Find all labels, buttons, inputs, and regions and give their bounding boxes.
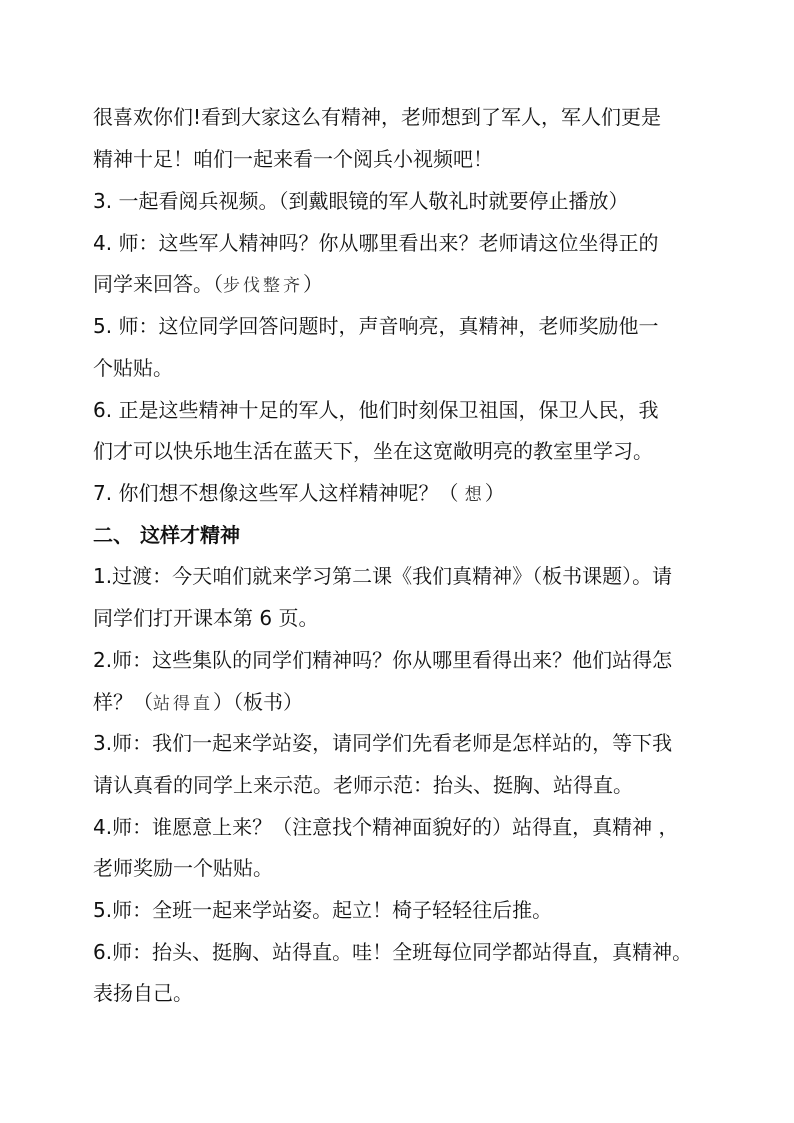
line-text: 5.师：全班一起来学站姿。起立！椅子轻轻往后推。 xyxy=(93,898,553,922)
line-text: ）（板书） xyxy=(213,690,303,714)
line-text: 3. 一起看阅兵视频。（到戴眼镜的军人敬礼时就要停止播放） xyxy=(93,189,629,213)
line-text: 1.过渡：今天咱们就来学习第二课《我们真精神》（板书课题）。请 xyxy=(93,564,673,588)
line-text: 精神十足！咱们一起来看一个阅兵小视频吧！ xyxy=(93,147,493,171)
text-line xyxy=(93,854,713,882)
line-text: 4. 师：这些军人精神吗？你从哪里看出来？老师请这位坐得正的 xyxy=(93,231,659,255)
text-line xyxy=(93,354,713,382)
text-line xyxy=(93,103,713,131)
line-text: 4.师：谁愿意上来？（注意找个精神面貌好的）站得直，真精神 ， xyxy=(93,815,679,839)
text-line xyxy=(93,145,713,173)
section-heading xyxy=(93,521,713,549)
text-line xyxy=(93,979,713,1007)
line-text: 3.师：我们一起来学站姿，请同学们先看老师是怎样站的，等下我 xyxy=(93,731,673,755)
line-text: ） xyxy=(484,481,505,505)
line-text: ） xyxy=(303,272,323,296)
handwritten-answer: 站得直 xyxy=(153,694,213,714)
line-text: 同学们打开课本第 6 页。 xyxy=(93,606,319,630)
text-line xyxy=(93,437,713,465)
handwritten-answer: 想 xyxy=(464,485,485,505)
text-line xyxy=(93,187,713,215)
line-text: 们才可以快乐地生活在蓝天下，坐在这宽敞明亮的教室里学习。 xyxy=(93,439,653,463)
line-text: 表扬自己。 xyxy=(93,981,193,1005)
text-line xyxy=(93,813,713,841)
text-line xyxy=(93,938,713,966)
text-line xyxy=(93,771,713,799)
line-text: 样？（ xyxy=(93,690,153,714)
text-line xyxy=(93,729,713,757)
line-text: 老师奖励一个贴贴。 xyxy=(93,856,273,880)
text-line xyxy=(93,896,713,924)
text-line xyxy=(93,562,713,590)
text-line xyxy=(93,396,713,424)
text-line xyxy=(93,646,713,674)
handwritten-answer: 步伐整齐 xyxy=(223,276,303,296)
text-line xyxy=(93,270,713,300)
line-text: 6. 正是这些精神十足的军人，他们时刻保卫祖国，保卫人民，我 xyxy=(93,398,659,422)
line-text: 同学来回答。（ xyxy=(93,272,223,296)
line-text: 请认真看的同学上来示范。老师示范：抬头、挺胸、站得直。 xyxy=(93,773,633,797)
text-line xyxy=(93,312,713,340)
line-text: 6.师：抬头、挺胸、站得直。哇！全班每位同学都站得直，真精神。 xyxy=(93,940,693,964)
line-text: 7. 你们想不想像这些军人这样精神呢？（ xyxy=(93,481,465,505)
text-line xyxy=(93,229,713,257)
line-text: 5. 师：这位同学回答问题时，声音响亮，真精神，老师奖励他一 xyxy=(93,314,659,338)
text-line xyxy=(93,479,713,509)
heading-text: 二、 这样才精神 xyxy=(93,523,240,547)
text-line xyxy=(93,688,713,718)
line-text: 个贴贴。 xyxy=(93,356,173,380)
text-line xyxy=(93,604,713,632)
line-text: 很喜欢你们!看到大家这么有精神，老师想到了军人，军人们更是 xyxy=(93,105,662,129)
line-text: 2.师：这些集队的同学们精神吗？你从哪里看得出来？他们站得怎 xyxy=(93,648,673,672)
